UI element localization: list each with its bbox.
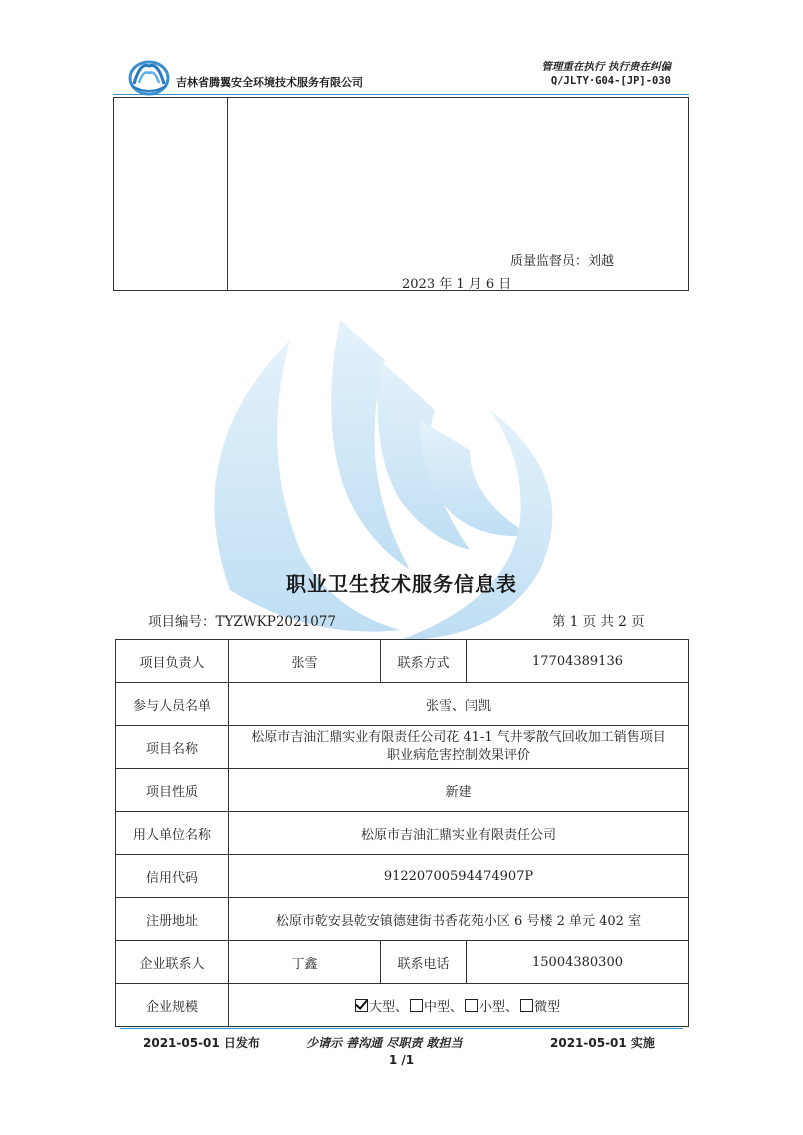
table-row-enterprise-contact — [116, 941, 689, 984]
document-number: Q/JLTY·G04-[JP]-030 — [550, 75, 671, 87]
page-info: 第 1 页 共 2 页 — [552, 614, 645, 630]
service-info-table — [115, 639, 689, 1027]
scale-option-small: 小型、 — [479, 999, 519, 1015]
company-name: 吉林省腾翼安全环境技术服务有限公司 — [176, 76, 363, 89]
checkbox-medium-icon[interactable] — [410, 999, 423, 1012]
members-value: 张雪、闫凯 — [229, 683, 689, 726]
address-label: 注册地址 — [116, 898, 229, 941]
checkbox-micro-icon[interactable] — [520, 999, 533, 1012]
scale-option-micro: 微型 — [534, 999, 561, 1015]
scale-options — [229, 984, 689, 1027]
header-rule — [113, 94, 689, 95]
table-row-nature — [116, 769, 689, 812]
nature-label: 项目性质 — [116, 769, 229, 812]
company-logo-icon — [128, 56, 170, 96]
leader-label: 项目负责人 — [116, 640, 229, 683]
employer-label: 用人单位名称 — [116, 812, 229, 855]
enterprise-contact-label: 企业联系人 — [116, 941, 229, 984]
footer-rule — [120, 1028, 683, 1029]
effective-date: 2021-05-01 实施 — [550, 1036, 655, 1050]
project-name-line2: 职业病危害控制效果评价 — [386, 748, 530, 763]
table-row-members — [116, 683, 689, 726]
table-row-employer — [116, 812, 689, 855]
project-name-value — [229, 726, 689, 769]
scale-label: 企业规模 — [116, 984, 229, 1027]
project-number: 项目编号：TYZWKP2021077 — [148, 614, 336, 630]
release-date: 2021-05-01 日发布 — [143, 1036, 260, 1050]
contact-value: 17704389136 — [467, 640, 689, 683]
nature-value: 新建 — [229, 769, 689, 812]
scale-option-medium: 中型、 — [423, 999, 463, 1015]
employer-value: 松原市吉油汇鼎实业有限责任公司 — [229, 812, 689, 855]
checkbox-small-icon[interactable] — [465, 999, 478, 1012]
leader-value: 张雪 — [229, 640, 381, 683]
top-table-divider — [227, 97, 228, 291]
enterprise-phone-value: 15004380300 — [467, 941, 689, 984]
credit-value: 91220700594474907P — [229, 855, 689, 898]
members-label: 参与人员名单 — [116, 683, 229, 726]
table-row-leader — [116, 640, 689, 683]
table-row-project-name — [116, 726, 689, 769]
footer-slogan: 少请示 善沟通 尽职责 敢担当 — [306, 1036, 463, 1050]
scale-option-large: 大型、 — [368, 999, 408, 1015]
checkbox-large-checked-icon[interactable] — [355, 999, 368, 1012]
project-name-line1: 松原市吉油汇鼎实业有限责任公司花 41-1 气井零散气回收加工销售项目 — [251, 730, 666, 745]
credit-label: 信用代码 — [116, 855, 229, 898]
contact-label: 联系方式 — [381, 640, 467, 683]
table-row-credit — [116, 855, 689, 898]
page-number: 1 /1 — [388, 1053, 415, 1067]
table-row-address — [116, 898, 689, 941]
project-name-label: 项目名称 — [116, 726, 229, 769]
header-motto: 管理重在执行 执行贵在纠偏 — [541, 61, 671, 73]
enterprise-phone-label: 联系电话 — [381, 941, 467, 984]
form-title: 职业卫生技术服务信息表 — [286, 572, 517, 596]
table-row-scale — [116, 984, 689, 1027]
signature-date: 2023 年 1 月 6 日 — [402, 277, 512, 292]
address-value: 松原市乾安县乾安镇德建街书香花苑小区 6 号楼 2 单元 402 室 — [229, 898, 689, 941]
watermark-logo-icon — [170, 300, 590, 660]
quality-supervisor: 质量监督员：刘越 — [510, 254, 615, 269]
enterprise-contact-value: 丁鑫 — [229, 941, 381, 984]
